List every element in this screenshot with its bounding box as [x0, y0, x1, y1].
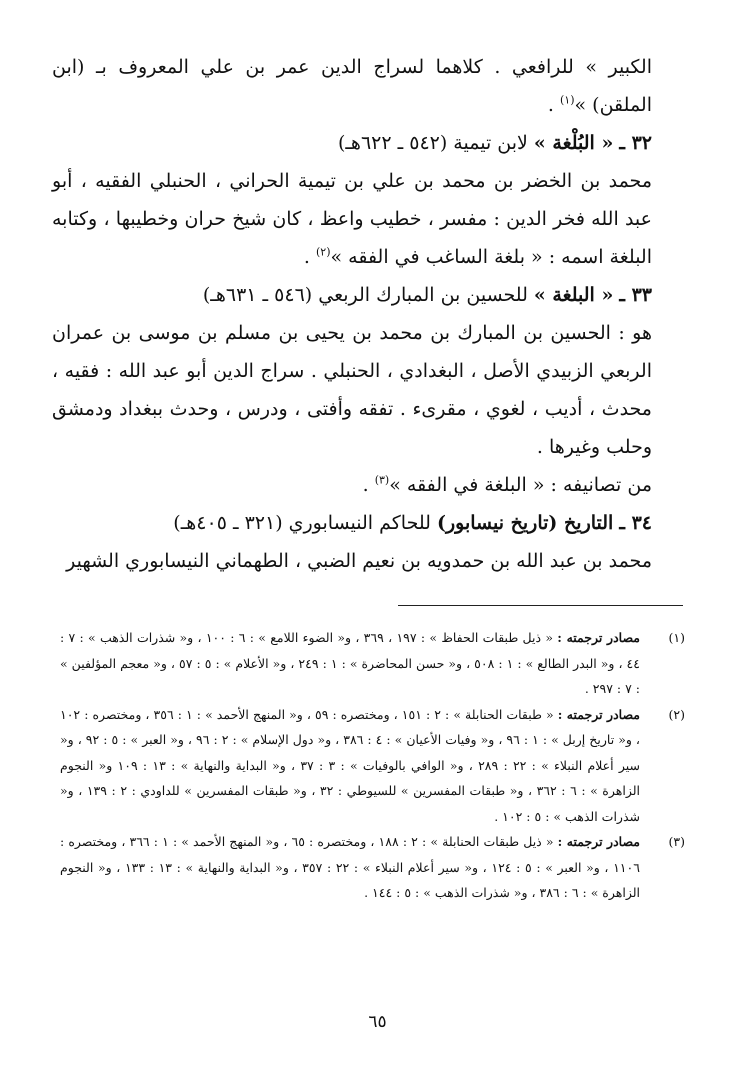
- footnote-label: (١): [668, 630, 685, 645]
- main-text: [52, 48, 652, 580]
- footnote-lead: مصادر ترجمته :: [557, 630, 640, 645]
- footnote-ref-2[interactable]: (٢): [315, 245, 331, 259]
- footnote-text: « طبقات الحنابلة » : ٢ : ١٥١ ، ومختصره : ٥٩ ، و« المنهج الأحمد » : ١ : ٣٥٦ ، ومختصره : ١٠٢ ، و« تاريخ إربل » : ١ : ٩٦ ، و« وفيات الأعيان » : ٤ : ٣٨٦ ، و« دول الإسلام » : ٢ : ٩٦ ، و« العبر » : ٥ : ٩٢ ، و« سير أعلام النبلاء » : ٢٢ : ٢٨٩ ، و« الوافي بالوفيات » : ٣ : ٣٧ ، و« البداية والنهاية » : ١٣ : ١٠٩ و« النجوم الزاهرة » : ٦ : ٣٦٢ ، و« طبقات المفسرين » للسيوطي : ٣٢ ، و« طبقات المفسرين » للداودي : ٢ : ١٣٩ ، و« شذرات الذهب » : ٥ : ١٠٢ .: [60, 706, 640, 824]
- entry-32-text: محمد بن الخضر بن محمد بن علي بن تيمية الحراني ، الحنبلي الفقيه ، أبو عبد الله فخر الدين : مفسر ، خطيب واعظ ، كان شيخ حران وخطيبها ، وكتابه البلغة اسمه : « بلغة الساغب في الفقه »$^{(٢)}$ .: [52, 170, 652, 268]
- page-number: ٦٥: [368, 1012, 387, 1032]
- footnote-divider: [398, 605, 683, 606]
- continued-paragraph: الكبير » للرافعي . كلاهما لسراج الدين عمر بن علي المعروف بـ (ابن الملقن) »$^{(١)}$ .: [52, 56, 652, 116]
- entry-34-text: محمد بن عبد الله بن حمدويه بن نعيم الضبي ، الطهماني النيسابوري الشهير: [66, 550, 652, 572]
- footnote-label: (٢): [668, 706, 685, 722]
- footnote-ref-1[interactable]: (١): [559, 93, 575, 107]
- footnote-1: [60, 625, 685, 702]
- footnote-3: [60, 829, 685, 906]
- footnote-text: « ذيل طبقات الحفاظ » : ١٩٧ ، ٣٦٩ ، و« الضوء اللامع » : ٦ : ١٠٠ ، و« شذرات الذهب » : ٧ : ٤٤ ، و« البدر الطالع » : ١ : ٥٠٨ ، و« حسن المحاضرة » : ١ : ٢٤٩ ، و« الأعلام » : ٥ : ٥٧ ، و« معجم المؤلفين » : ٧ : ٢٩٧ .: [60, 630, 640, 696]
- footnote-lead: مصادر ترجمته :: [557, 706, 640, 722]
- footnotes: [60, 625, 685, 906]
- footnote-ref-3[interactable]: (٣): [374, 473, 390, 487]
- entry-34-heading: ٣٤ ـ التاريخ (تاريخ نيسابور) للحاكم النيسابوري (٣٢١ ـ ٤٠٥هـ): [173, 512, 652, 534]
- entry-33-heading: ٣٣ ـ « البلغة » للحسين بن المبارك الربعي (٥٤٦ ـ ٦٣١هـ): [202, 284, 652, 306]
- footnote-label: (٣): [668, 834, 685, 849]
- entry-33-text: هو : الحسين بن المبارك بن محمد بن يحيى بن مسلم بن موسى بن عمران الربعي الزبيدي الأصل ، البغدادي ، الحنبلي . سراج الدين أبو عبد الله : فقيه ، محدث ، أديب ، لغوي ، مقرىء . تفقه وأفتى ، ودرس ، وحدث ببغداد ودمشق وحلب وغيرها .: [52, 322, 652, 458]
- entry-33-works: من تصانيفه : « البلغة في الفقه »$^{(٣)}$ .: [362, 473, 652, 496]
- entry-32-heading: ٣٢ ـ « البُلْغة » لابن تيمية (٥٤٢ ـ ٦٢٢هـ): [337, 132, 652, 154]
- footnote-lead: مصادر ترجمته :: [557, 834, 641, 849]
- footnote-text: « ذيل طبقات الحنابلة » : ٢ : ١٨٨ ، ومختصره : ٦٥ ، و« المنهج الأحمد » : ١ : ٣٦٦ ، ومختصره : ١١٠٦ ، و« العبر » : ٥ : ١٢٤ ، و« سير أعلام النبلاء » : ٢٢ : ٣٥٧ ، و« البداية والنهاية » : ١٣ : ١٣٣ ، و« النجوم الزاهرة » : ٦ : ٣٨٦ ، و« شذرات الذهب » : ٥ : ١٤٤ .: [60, 834, 640, 900]
- footnote-2: [60, 702, 685, 830]
